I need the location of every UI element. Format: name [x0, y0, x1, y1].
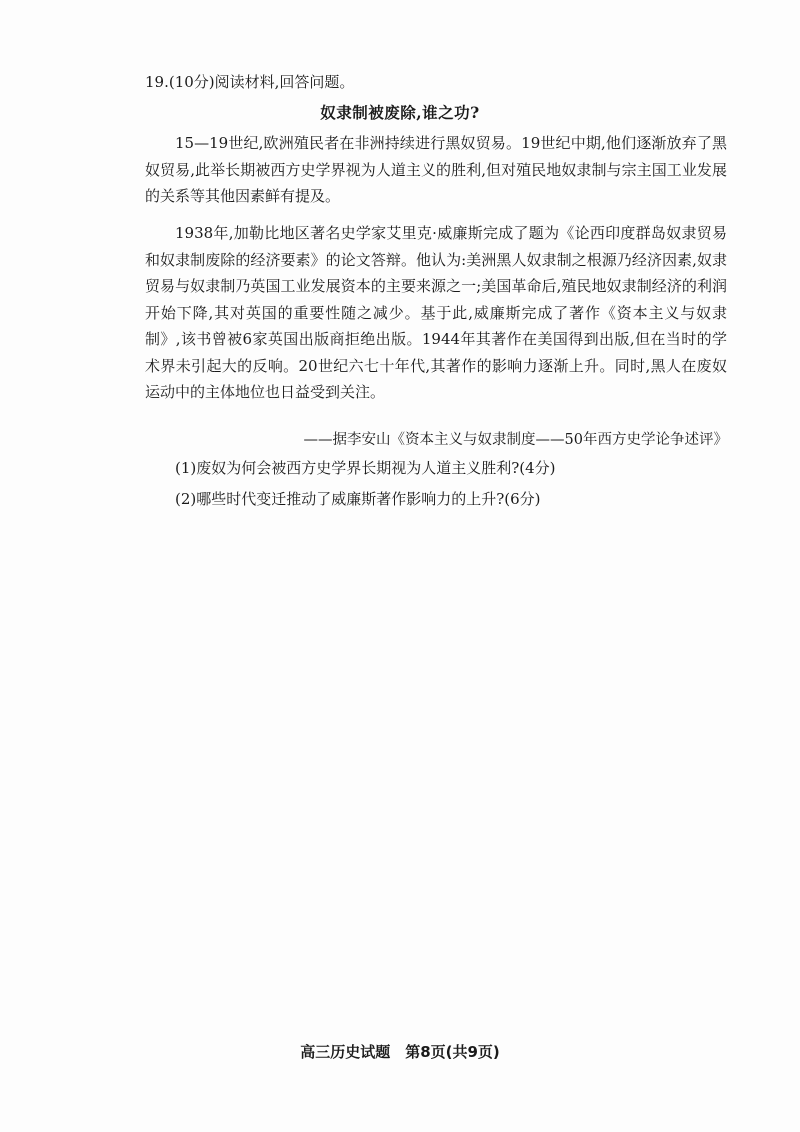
material-source: ——据李安山《资本主义与奴隶制度——50年西方史学论争述评》 — [303, 432, 728, 448]
material-title: 奴隶制被废除,谁之功? — [320, 103, 480, 122]
sub-question-2: (2)哪些时代变迁推动了威廉斯著作影响力的上升?(6分) — [175, 490, 541, 508]
material-paragraph-2: 1938年,加勒比地区著名史学家艾里克·威廉斯完成了题为《论西印度群岛奴隶贸易和奴隶制废除的经济要素》的论文答辩。他认为:美洲黑人奴隶制之根源乃经济因素,奴隶贸易与奴隶制乃英国工业发展资本的主要来源之一;美国革命后,殖民地奴隶制经济的利润开始下降,其对英国的重要性随之减少。基于此,威廉斯完成了著作《资本主义与奴隶制》,该书曾被6家英国出版商拒绝出版。1944年其著作在美国得到出版,但在当时的学术界未引起大的反响。20世纪六七十年代,其著作的影响力逐渐上升。同时,黑人在废奴运动中的主体地位也日益受到关注。 — [145, 224, 727, 401]
question-header: 19.(10分)阅读材料,回答问题。 — [145, 73, 355, 91]
page-footer: 高三历史试题 第8页(共9页) — [300, 1043, 500, 1061]
sub-question-1: (1)废奴为何会被西方史学界长期视为人道主义胜利?(4分) — [175, 459, 556, 477]
material-paragraph-1: 15—19世纪,欧洲殖民者在非洲持续进行黑奴贸易。19世纪中期,他们逐渐放弃了黑奴贸易,此举长期被西方史学界视为人道主义的胜利,但对殖民地奴隶制与宗主国工业发展的关系等其他因素鲜有提及。 — [145, 134, 727, 205]
